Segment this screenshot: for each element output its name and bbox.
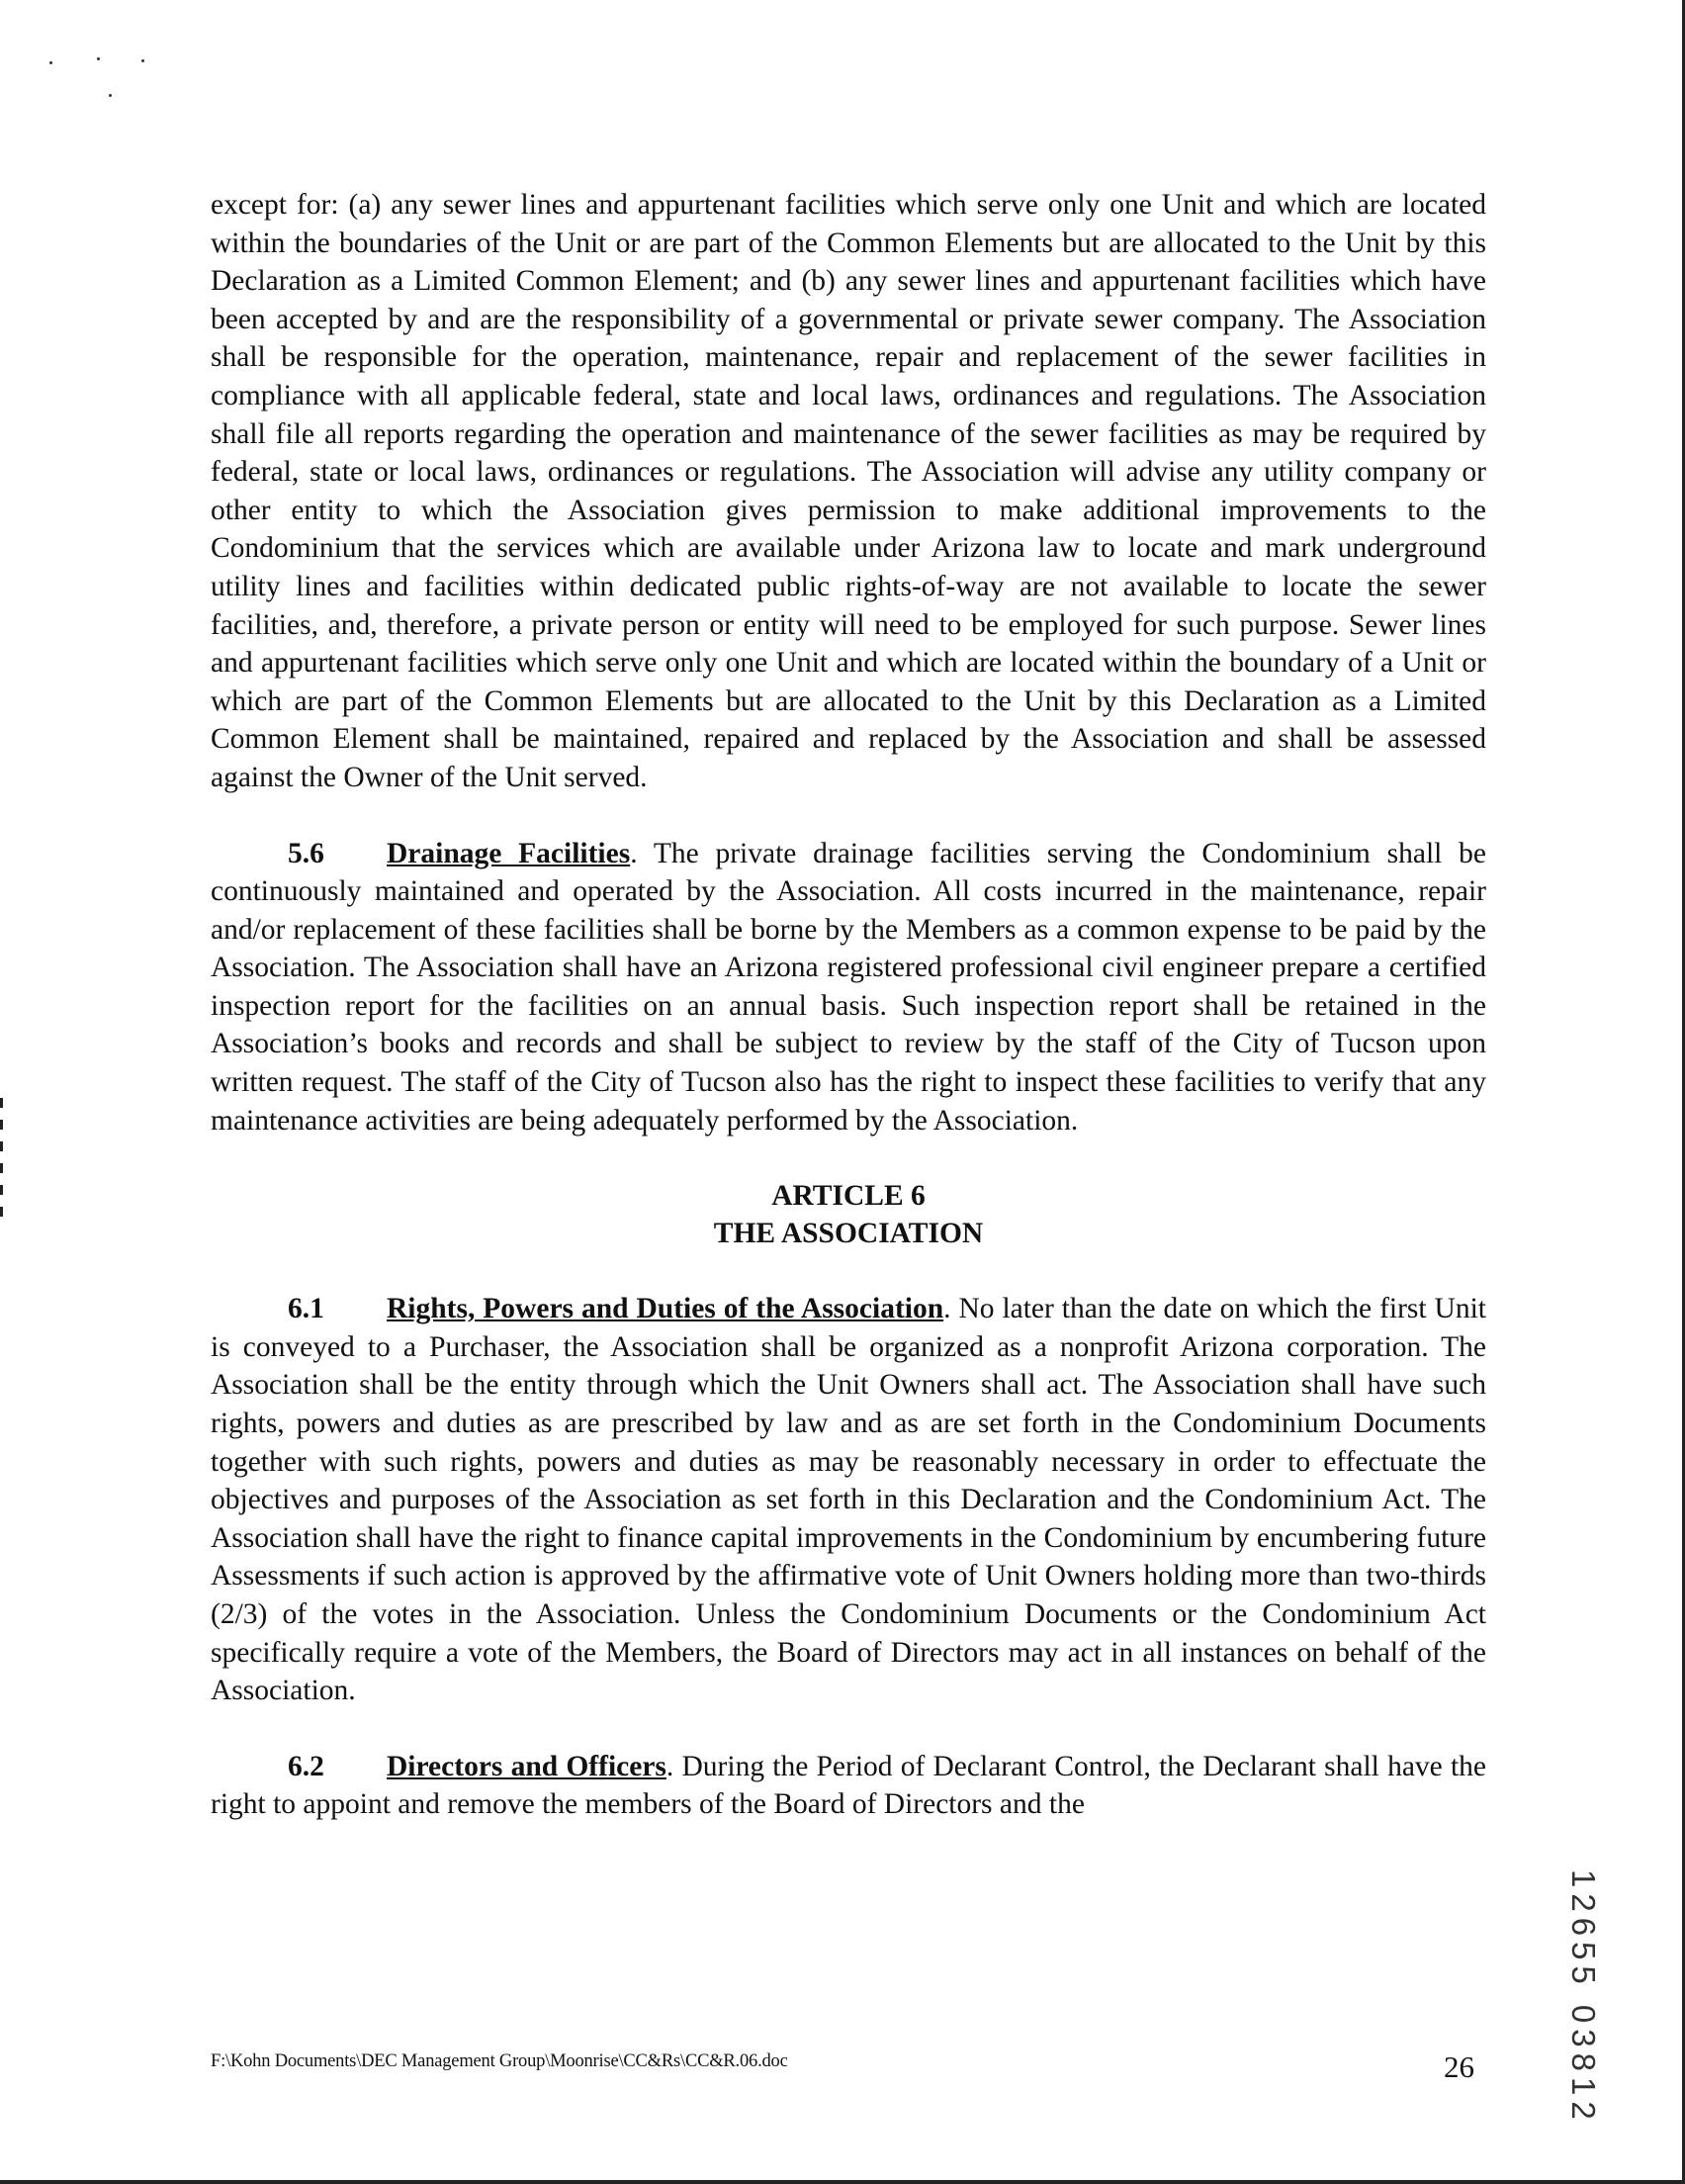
scan-border-bottom [0,2180,1685,2184]
section-number: 6.2 [288,1750,324,1782]
scan-edge-marks [0,1098,3,1227]
scan-speck [97,57,100,60]
scan-speck [141,59,144,62]
section-5-6 [211,835,1486,1140]
scan-speck [109,94,112,97]
page-number: 26 [1444,2049,1474,2084]
section-title: Rights, Powers and Duties of the Association [387,1293,944,1325]
section-6-1 [211,1290,1486,1710]
document-body [211,186,1486,1824]
section-6-2 [211,1748,1486,1824]
section-number: 6.1 [288,1293,324,1325]
bates-stamp: 12655 03812 [1565,1869,1602,2126]
section-text: . During the Period of Declarant Control, the Declarant shall have the right to appoint and remove the members of the Board of Directors and the [211,1750,1486,1821]
paragraph-continuation: except for: (a) any sewer lines and appurtenant facilities which serve only one Unit and which are located within the boundaries of the Unit or are part of the Common Elements but are allocated to the Unit by this Declaration as a Limited Common Element; and (b) any sewer lines and appurtenant facilities which have been accepted by and are the responsibility of a governmental or private sewer company. The Association shall be responsible for the operation, maintenance, repair and replacement of the sewer facilities in compliance with all applicable federal, state and local laws, ordinances and regulations. The Association shall file all reports regarding the operation and maintenance of the sewer facilities as may be required by federal, state or local laws, ordinances or regulations. The Association will advise any utility company or other entity to which the Association gives permission to make additional improvements to the Condominium that the services which are available under Arizona law to locate and mark underground utility lines and facilities within dedicated public rights-of-way are not available to locate the sewer facilities, and, therefore, a private person or entity will need to be employed for such purpose. Sewer lines and appurtenant facilities which serve only one Unit and which are located within the boundary of a Unit or which are part of the Common Elements but are allocated to the Unit by this Declaration as a Limited Common Element shall be maintained, repaired and replaced by the Association and shall be assessed against the Owner of the Unit served. [211,189,1486,793]
footer-file-path: F:\Kohn Documents\DEC Management Group\Moonrise\CC&Rs\CC&R.06.doc [211,2051,788,2071]
article-heading [211,1177,1486,1252]
section-text: . The private drainage facilities serving the Condominium shall be continuously maintained and operated by the Association. All costs incurred in the maintenance, repair and/or replacement of these facilities shall be borne by the Members as a common expense to be paid by the Association. The Association shall have an Arizona registered professional civil engineer prepare a certified inspection report for the facilities on an annual basis. Such inspection report shall be retained in the Association’s books and records and shall be subject to review by the staff of the City of Tucson upon written request. The staff of the City of Tucson also has the right to inspect these facilities to verify that any maintenance activities are being adequately performed by the Association. [211,837,1486,1137]
section-title: Drainage Facilities [387,837,631,869]
section-text: . No later than the date on which the first Unit is conveyed to a Purchaser, the Association shall be organized as a nonprofit Arizona corporation. The Association shall be the entity through which the Unit Owners shall act. The Association shall have such rights, powers and duties as are prescribed by law and as are set forth in the Condominium Documents together with such rights, powers and duties as may be reasonably necessary in order to effectuate the objectives and purposes of the Association as set forth in this Declaration and the Condominium Act. The Association shall have the right to finance capital improvements in the Condominium by encumbering future Assessments if such action is approved by the affirmative vote of Unit Owners holding more than two-thirds (2/3) of the votes in the Association. Unless the Condominium Documents or the Condominium Act specifically require a vote of the Members, the Board of Directors may act in all instances on behalf of the Association. [211,1293,1486,1707]
scan-speck [49,61,52,64]
section-title: Directors and Officers [387,1750,666,1782]
article-label: ARTICLE 6 [771,1180,926,1213]
section-number: 5.6 [288,837,324,869]
article-title: THE ASSOCIATION [713,1218,984,1250]
